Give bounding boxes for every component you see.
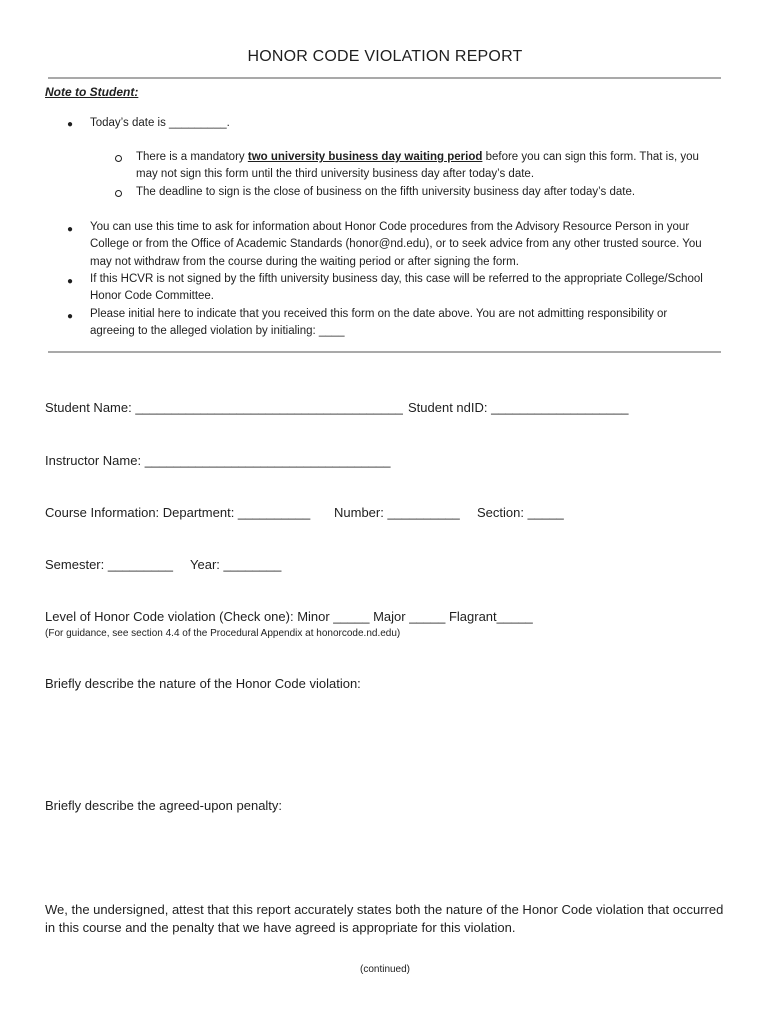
bullet-dot: ● [67,119,74,130]
bullet-referral: If this HCVR is not signed by the fifth university business day, this case will be referred to the appropriate College/School Honor Code Committee. [90,273,703,303]
sub-bullet-deadline: The deadline to sign is the close of business on the fifth university business day after today’s date. [136,186,636,198]
bullet-date: Today’s date is _________. [90,117,230,129]
bullet-dot: ● [67,311,74,322]
course-section-field[interactable]: Section: _____ [477,505,564,520]
guidance-note: (For guidance, see section 4.4 of the Procedural Appendix at honorcode.nd.edu) [45,628,401,639]
course-number-field[interactable]: Number: __________ [334,505,460,520]
violation-description-label: Briefly describe the nature of the Honor Code violation: [45,676,361,691]
sub-bullet-text-post: before you can sign this form. That is, you may not sign this form until the third university business day after today’s date. [136,151,699,181]
top-divider [48,77,721,79]
page-title: HONOR CODE VIOLATION REPORT [247,48,523,65]
attestation-paragraph: We, the undersigned, attest that this report accurately states both the nature of the Honor Code violation that occurred in this course and the penalty that we have agreed is appropriate for this violation. [45,902,724,935]
semester-field[interactable]: Semester: _________ [45,557,173,572]
sub-bullet-waiting-period [136,149,720,184]
bullet-initial: Please initial here to indicate that you received this form on the date above. You are not admitting responsibility or agreeing to the alleged violation by initialing: ____ [90,308,668,338]
sub-bullet-circle [115,190,122,197]
waiting-period-emphasis: two university business day waiting period [247,151,483,163]
continued-footer: (continued) [359,964,411,975]
penalty-description-label: Briefly describe the agreed-upon penalty: [45,798,283,813]
instructor-name-field[interactable]: Instructor Name: __________________________________ [45,453,391,468]
violation-level-field[interactable]: Level of Honor Code violation (Check one): Minor _____ Major _____ Flagrant_____ [45,609,533,624]
year-field[interactable]: Year: ________ [190,557,282,572]
bullet-dot: ● [67,224,74,235]
bullet-advice: You can use this time to ask for information about Honor Code procedures from the Advisory Resource Person in your College or from the Office of Academic Standards (honor@nd.edu), or to seek advice from any other trusted source. You may not withdraw from the course during the waiting period or after signing the form. [90,221,702,268]
student-ndid-field[interactable]: Student ndID: ___________________ [408,400,629,415]
note-heading: Note to Student: [45,85,139,99]
course-department-field[interactable]: Course Information: Department: __________ [45,505,311,520]
sub-bullet-circle [115,155,122,162]
sub-bullet-text-pre: There is a mandatory [136,151,248,163]
student-name-field[interactable]: Student Name: _____________________________________ [45,400,403,415]
bullet-dot: ● [67,276,74,287]
section-divider [48,351,721,353]
